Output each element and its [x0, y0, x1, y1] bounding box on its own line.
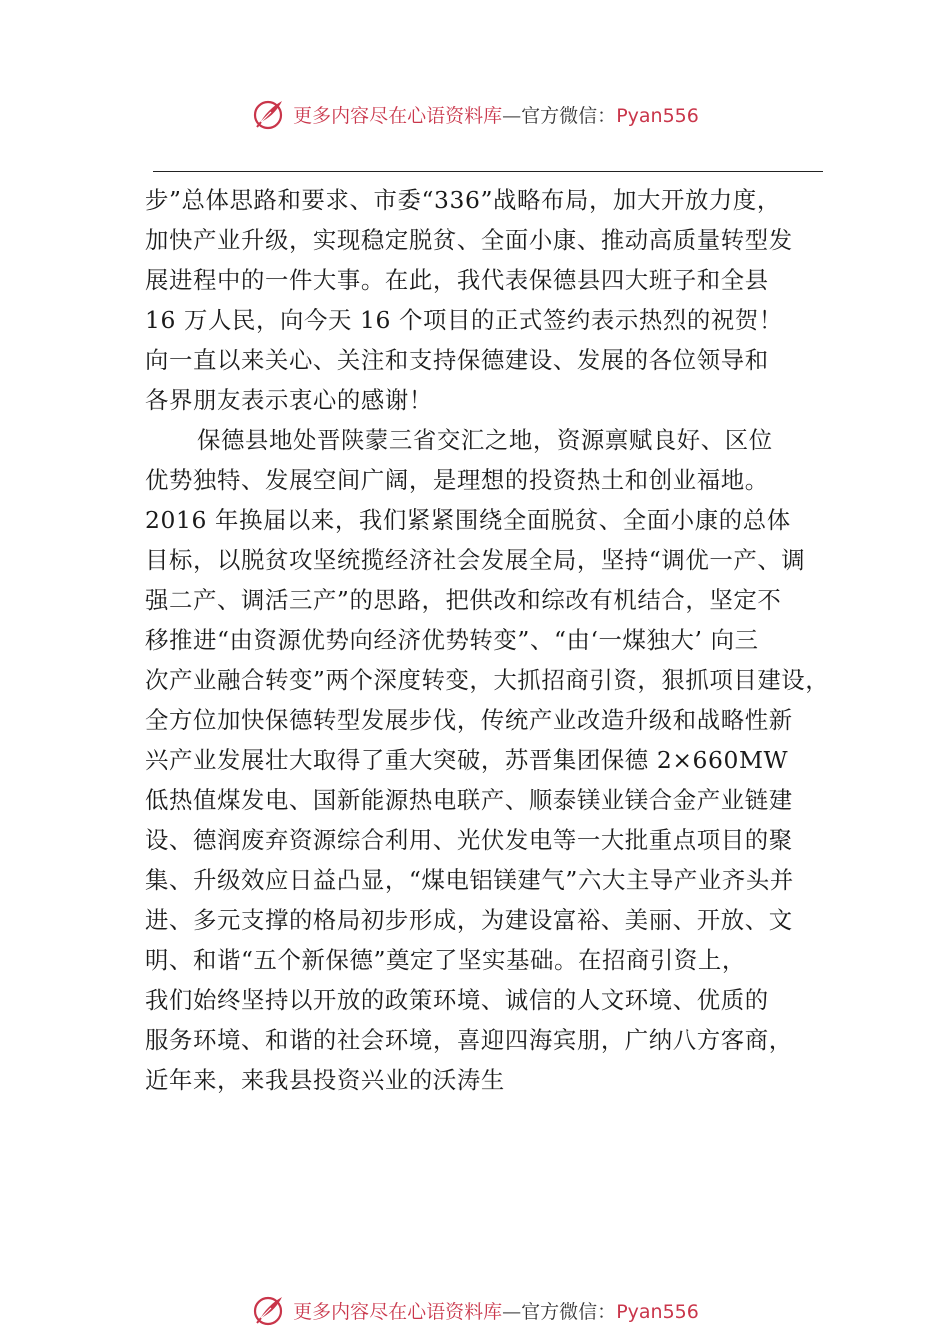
- text-line: 加快产业升级，实现稳定脱贫、全面小康、推动高质量转型发: [145, 226, 793, 254]
- text-line: 向一直以来关心、关注和支持保德建设、发展的各位领导和: [145, 346, 769, 374]
- text-line: 明、和谐“五个新保德”奠定了坚实基础。在招商引资上，: [145, 946, 746, 974]
- text-line: 展进程中的一件大事。在此，我代表保德县四大班子和全县: [145, 266, 769, 294]
- text-line: 强二产、调活三产”的思路，把供改和综改有机结合，坚定不: [145, 586, 782, 614]
- header-promo-text: 更多内容尽在心语资料库: [293, 104, 503, 127]
- text-line: 设、德润废弃资源综合利用、光伏发电等一大批重点项目的聚: [145, 826, 793, 854]
- paragraph-start-line: 保德县地处晋陕蒙三省交汇之地，资源禀赋良好、区位: [197, 426, 773, 454]
- text-line: 优势独特、发展空间广阔，是理想的投资热土和创业福地。: [145, 466, 769, 494]
- header-wechat-id: Pyan556: [616, 104, 699, 127]
- text-line: 服务环境、和谐的社会环境，喜迎四海宾朋，广纳八方客商，: [145, 1026, 793, 1054]
- header-colon: ：: [597, 104, 617, 127]
- document-body: [145, 180, 835, 1100]
- text-line: 各界朋友表示衷心的感谢！: [145, 386, 433, 414]
- footer-dash: —: [502, 1300, 522, 1323]
- quill-logo-icon: [251, 1292, 287, 1328]
- header-dash: —: [502, 104, 522, 127]
- text-line: 我们始终坚持以开放的政策环境、诚信的人文环境、优质的: [145, 986, 769, 1014]
- text-line: 16 万人民，向今天 16 个项目的正式签约表示热烈的祝贺！: [145, 306, 783, 334]
- header-wechat-label: 官方微信: [521, 104, 598, 127]
- footer-promo-text: 更多内容尽在心语资料库: [293, 1300, 503, 1323]
- text-line: 低热值煤发电、国新能源热电联产、顺泰镁业镁合金产业链建: [145, 786, 793, 814]
- footer-banner: [0, 1290, 950, 1330]
- header-divider: [153, 171, 823, 172]
- text-line: 集、升级效应日益凸显，“煤电铝镁建气”六大主导产业齐头并: [145, 866, 794, 894]
- footer-wechat-label: 官方微信: [521, 1300, 598, 1323]
- text-line: 兴产业发展壮大取得了重大突破，苏晋集团保德 2×660MW: [145, 746, 789, 774]
- footer-promo: [293, 1297, 699, 1324]
- header-banner: [0, 94, 950, 134]
- text-line: 次产业融合转变”两个深度转变，大抓招商引资，狠抓项目建设，: [145, 666, 830, 694]
- footer-wechat-id: Pyan556: [616, 1300, 699, 1323]
- footer-colon: ：: [597, 1300, 617, 1323]
- quill-logo-icon: [251, 96, 287, 132]
- text-line: 2016 年换届以来，我们紧紧围绕全面脱贫、全面小康的总体: [145, 506, 791, 534]
- text-line: 步”总体思路和要求、市委“336”战略布局，加大开放力度，: [145, 186, 781, 214]
- text-line: 目标，以脱贫攻坚统揽经济社会发展全局，坚持“调优一产、调: [145, 546, 806, 574]
- text-line: 近年来，来我县投资兴业的沃涛生: [145, 1066, 505, 1094]
- text-line: 进、多元支撑的格局初步形成，为建设富裕、美丽、开放、文: [145, 906, 793, 934]
- text-line: 移推进“由资源优势向经济优势转变”、“由‘一煤独大’ 向三: [145, 626, 759, 654]
- header-promo: [293, 101, 699, 128]
- text-line: 全方位加快保德转型发展步伐，传统产业改造升级和战略性新: [145, 706, 793, 734]
